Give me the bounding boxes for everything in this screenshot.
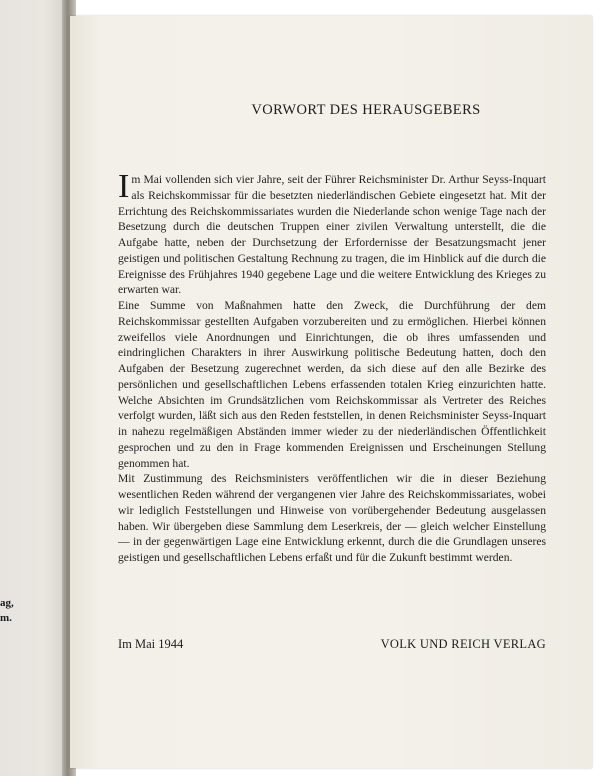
paragraph-1: [118, 168, 546, 298]
foreword-body: [118, 168, 546, 566]
right-book-page: [70, 16, 592, 768]
left-fragment-line: ag,: [0, 597, 14, 609]
page-title: VORWORT DES HERAUSGEBERS: [251, 102, 481, 118]
publisher-name: VOLK UND REICH VERLAG: [380, 637, 546, 651]
drop-cap: I: [118, 168, 130, 205]
paragraph-1-text: m Mai vollenden sich vier Jahre, seit der Führer Reichsminister Dr. Arthur Seyss-Inquart als Reichskommissar für die besetzten niederländischen Gebiete eingesetzt hat. Mit der Errichtung des Reichskommissariates wurden die Niederlande schon wenige Tage nach der Besetzung durch die deutschen Truppen einer zivilen Verwaltung unterstellt, die die Aufgabe hatte, neben der Durchsetzung der Erfordernisse der Besatzungsmacht jener geistigen und politischen Gestaltung Rechnung zu tragen, die im Hinblick auf die durch die Ereignisse des Frühjahres 1940 gegebene Lage und die weitere Entwicklung des Krieges zu erwarten war.: [118, 173, 546, 297]
left-page-text-fragment: [0, 596, 40, 626]
paragraph-2: Eine Summe von Maßnahmen hatte den Zweck, die Durchführung der dem Reichskommissar gestellten Aufgaben vorzubereiten und zu ermöglichen. Hierbei können zweifellos viele Anordnungen und Einrichtungen, die ob ihres umfassenden und eindringlichen Charakters in ihrer Auswirkung politische Bedeutung hatten, doch den Aufgaben der Besetzung zugerechnet werden, da sich diese auf den alle Bezirke des persönlichen und gesellschaftlichen Lebens erfassenden totalen Krieg einzurichten hatte. Welche Absichten im Grundsätzlichen vom Reichskommissar als Vertreter des Reiches verfolgt wurden, läßt sich aus den Reden feststellen, in denen Reichsminister Seyss-Inquart in nahezu regelmäßigen Abständen immer wieder zu der niederländischen Öffentlichkeit gesprochen und zu den in Frage kommenden Ereignissen und Erscheinungen Stellung genommen hat.: [118, 299, 546, 470]
left-fragment-line: m.: [0, 612, 12, 624]
paragraph-3: Mit Zustimmung des Reichsministers veröffentlichen wir die in dieser Beziehung wesentlichen Reden während der vergangenen vier Jahre des Reichskommissariates, wobei wir lediglich Feststellungen und Hinweise von vorübergehender Bedeutung ausgelassen haben. Wir übergeben diese Sammlung dem Leserkreis, der — gleich welcher Einstellung — in der gegenwärtigen Lage eine Entwicklung erkennt, durch die die Grundlagen unseres geistigen und gesellschaftlichen Lebens erfaßt und für die Zukunft bestimmt werden.: [118, 472, 546, 564]
date-line: Im Mai 1944: [118, 637, 184, 651]
